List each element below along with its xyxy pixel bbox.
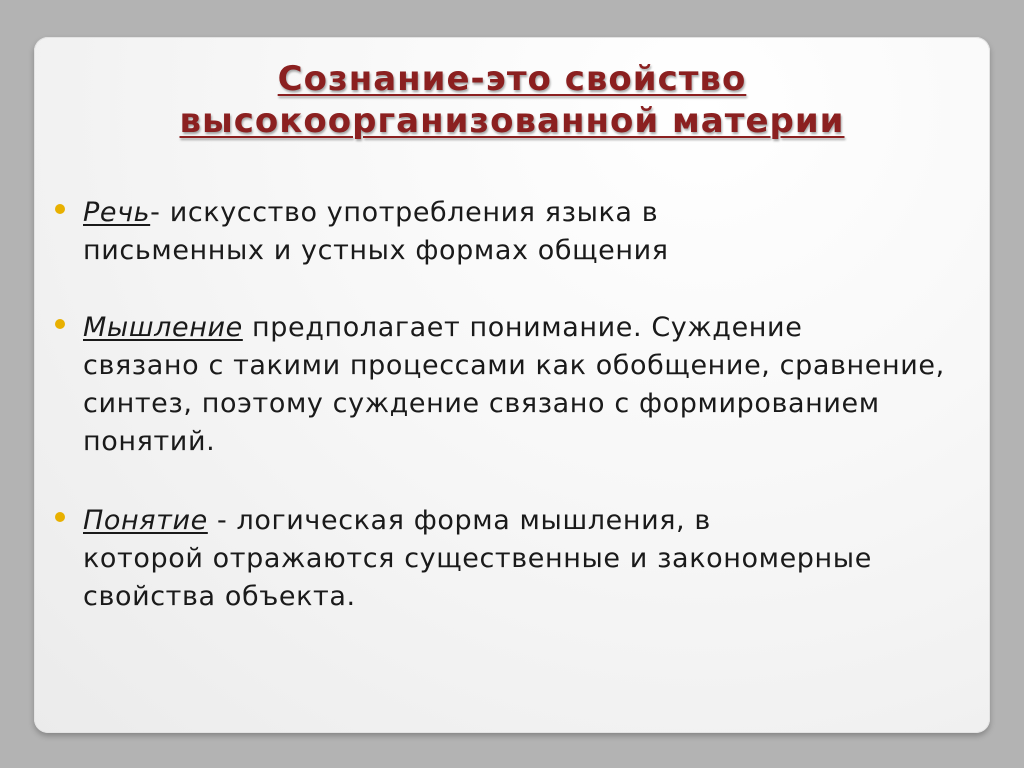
slide-title-line-2: высокоорганизованной материи <box>179 101 845 141</box>
bullet-item-concept <box>52 502 972 616</box>
bullet-item-thinking <box>52 309 972 461</box>
bullet-item-speech <box>52 194 972 270</box>
slide-title-line-1: Сознание-это свойство <box>277 59 747 99</box>
bullet-list <box>52 194 972 616</box>
term-concept: Понятие <box>83 505 208 536</box>
definition-concept-line-1: - логическая форма мышления, в <box>207 505 711 536</box>
definition-concept-rest: которой отражаются существенные и закономерные свойства объекта. <box>83 543 872 612</box>
definition-thinking-line-1: предполагает понимание. Суждение <box>242 312 803 343</box>
bullet-dot-icon <box>55 319 65 329</box>
term-speech: Речь <box>83 197 151 228</box>
definition-speech-line-1: - искусство употребления языка в <box>150 197 659 228</box>
bullet-dot-icon <box>55 512 65 522</box>
slide-title <box>0 58 1024 142</box>
definition-speech-rest: письменных и устных формах общения <box>83 235 669 266</box>
term-thinking: Мышление <box>83 312 243 343</box>
definition-thinking-rest: связано с такими процессами как обобщение, сравнение, синтез, поэтому суждение связано с формированием понятий. <box>83 350 945 457</box>
bullet-dot-icon <box>55 204 65 214</box>
